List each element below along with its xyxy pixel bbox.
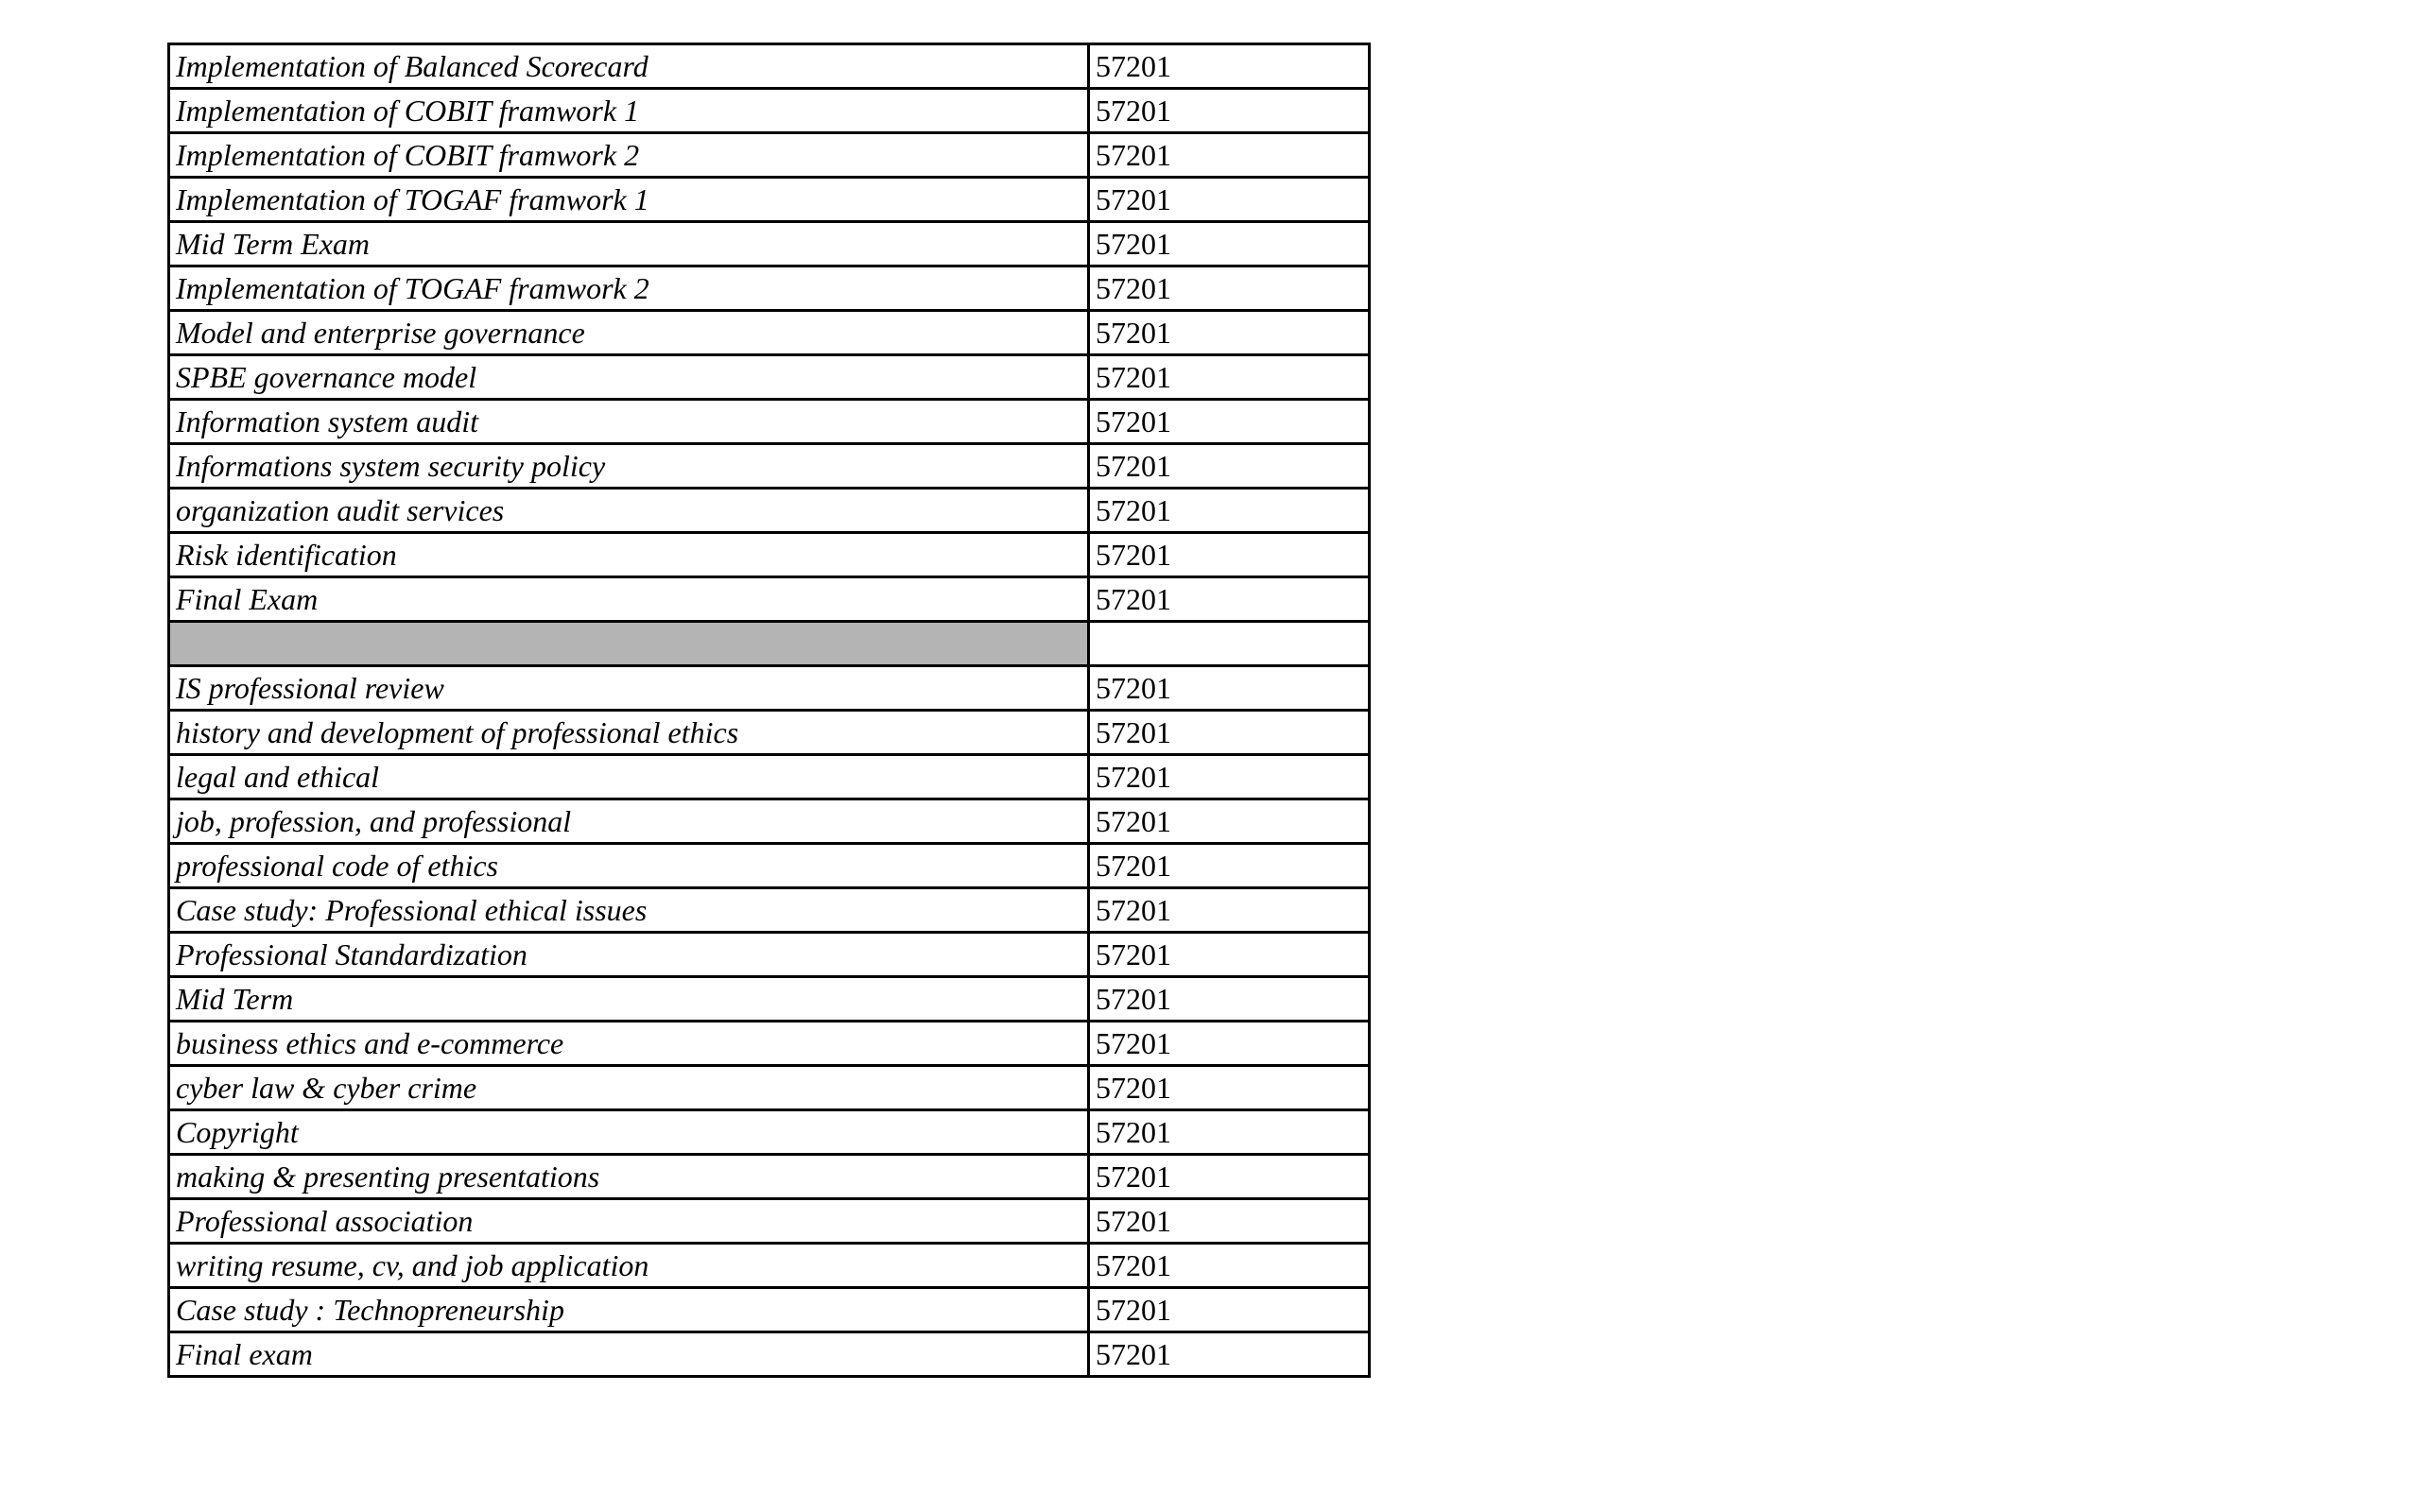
code-cell[interactable]: 57201 bbox=[1089, 355, 1370, 400]
topic-cell[interactable] bbox=[169, 622, 1089, 666]
topic-cell[interactable]: SPBE governance model bbox=[169, 355, 1089, 400]
topic-cell[interactable]: Case study: Professional ethical issues bbox=[169, 888, 1089, 933]
code-cell[interactable]: 57201 bbox=[1089, 977, 1370, 1022]
code-cell[interactable]: 57201 bbox=[1089, 933, 1370, 977]
table-row bbox=[169, 1066, 1370, 1110]
topic-cell[interactable]: Final exam bbox=[169, 1332, 1089, 1377]
code-cell[interactable]: 57201 bbox=[1089, 711, 1370, 755]
code-cell[interactable]: 57201 bbox=[1089, 222, 1370, 266]
code-cell[interactable]: 57201 bbox=[1089, 178, 1370, 222]
table-row bbox=[169, 400, 1370, 444]
code-cell[interactable]: 57201 bbox=[1089, 1288, 1370, 1332]
topic-cell[interactable]: history and development of professional ethics bbox=[169, 711, 1089, 755]
code-cell[interactable]: 57201 bbox=[1089, 266, 1370, 311]
table-row bbox=[169, 1022, 1370, 1066]
code-cell[interactable]: 57201 bbox=[1089, 44, 1370, 89]
code-cell[interactable]: 57201 bbox=[1089, 755, 1370, 799]
table-row bbox=[169, 1288, 1370, 1332]
topic-cell[interactable]: Final Exam bbox=[169, 577, 1089, 622]
topic-cell[interactable]: Professional Standardization bbox=[169, 933, 1089, 977]
code-cell[interactable]: 57201 bbox=[1089, 489, 1370, 533]
topic-cell[interactable]: Mid Term Exam bbox=[169, 222, 1089, 266]
table-row bbox=[169, 888, 1370, 933]
code-cell[interactable]: 57201 bbox=[1089, 844, 1370, 888]
code-cell[interactable]: 57201 bbox=[1089, 799, 1370, 844]
topic-cell[interactable]: writing resume, cv, and job application bbox=[169, 1244, 1089, 1288]
table-row bbox=[169, 533, 1370, 577]
topic-cell[interactable]: business ethics and e-commerce bbox=[169, 1022, 1089, 1066]
topic-cell[interactable]: Implementation of TOGAF framwork 1 bbox=[169, 178, 1089, 222]
topic-cell[interactable]: Case study : Technopreneurship bbox=[169, 1288, 1089, 1332]
topic-cell[interactable]: cyber law & cyber crime bbox=[169, 1066, 1089, 1110]
topic-cell[interactable]: Implementation of COBIT framwork 1 bbox=[169, 89, 1089, 133]
table-row bbox=[169, 133, 1370, 178]
table-row bbox=[169, 577, 1370, 622]
topic-cell[interactable]: making & presenting presentations bbox=[169, 1155, 1089, 1199]
code-cell[interactable]: 57201 bbox=[1089, 400, 1370, 444]
topic-cell[interactable]: Implementation of Balanced Scorecard bbox=[169, 44, 1089, 89]
table-row bbox=[169, 311, 1370, 355]
code-cell[interactable]: 57201 bbox=[1089, 133, 1370, 178]
topic-cell[interactable]: Professional association bbox=[169, 1199, 1089, 1244]
table-row bbox=[169, 178, 1370, 222]
table-row bbox=[169, 1244, 1370, 1288]
topic-cell[interactable]: legal and ethical bbox=[169, 755, 1089, 799]
code-cell[interactable]: 57201 bbox=[1089, 1244, 1370, 1288]
topic-cell[interactable]: Model and enterprise governance bbox=[169, 311, 1089, 355]
separator-row bbox=[169, 622, 1370, 666]
table-row bbox=[169, 89, 1370, 133]
topic-cell[interactable]: Mid Term bbox=[169, 977, 1089, 1022]
code-cell[interactable]: 57201 bbox=[1089, 89, 1370, 133]
table-row bbox=[169, 444, 1370, 489]
table-row bbox=[169, 489, 1370, 533]
code-cell[interactable]: 57201 bbox=[1089, 577, 1370, 622]
table-row bbox=[169, 799, 1370, 844]
table-row bbox=[169, 977, 1370, 1022]
topic-cell[interactable]: professional code of ethics bbox=[169, 844, 1089, 888]
topic-cell[interactable]: IS professional review bbox=[169, 666, 1089, 711]
table-row bbox=[169, 711, 1370, 755]
code-cell[interactable]: 57201 bbox=[1089, 1110, 1370, 1155]
table-row bbox=[169, 1110, 1370, 1155]
code-cell[interactable]: 57201 bbox=[1089, 888, 1370, 933]
table-row bbox=[169, 1332, 1370, 1377]
topic-cell[interactable]: Copyright bbox=[169, 1110, 1089, 1155]
topic-cell[interactable]: Informations system security policy bbox=[169, 444, 1089, 489]
table-row bbox=[169, 222, 1370, 266]
topic-cell[interactable]: Implementation of TOGAF framwork 2 bbox=[169, 266, 1089, 311]
code-cell[interactable]: 57201 bbox=[1089, 533, 1370, 577]
table-row bbox=[169, 933, 1370, 977]
code-cell[interactable]: 57201 bbox=[1089, 1199, 1370, 1244]
topic-cell[interactable]: Information system audit bbox=[169, 400, 1089, 444]
topic-cell[interactable]: organization audit services bbox=[169, 489, 1089, 533]
code-cell[interactable] bbox=[1089, 622, 1370, 666]
table-row bbox=[169, 44, 1370, 89]
table-body bbox=[169, 44, 1370, 1377]
table-row bbox=[169, 266, 1370, 311]
table-row bbox=[169, 844, 1370, 888]
code-cell[interactable]: 57201 bbox=[1089, 1066, 1370, 1110]
table-row bbox=[169, 355, 1370, 400]
code-cell[interactable]: 57201 bbox=[1089, 1332, 1370, 1377]
table-row bbox=[169, 666, 1370, 711]
topic-cell[interactable]: Risk identification bbox=[169, 533, 1089, 577]
code-cell[interactable]: 57201 bbox=[1089, 311, 1370, 355]
table-row bbox=[169, 1199, 1370, 1244]
topic-cell[interactable]: job, profession, and professional bbox=[169, 799, 1089, 844]
course-topic-table bbox=[167, 43, 1371, 1378]
code-cell[interactable]: 57201 bbox=[1089, 666, 1370, 711]
table-row bbox=[169, 755, 1370, 799]
table-row bbox=[169, 1155, 1370, 1199]
topic-cell[interactable]: Implementation of COBIT framwork 2 bbox=[169, 133, 1089, 178]
code-cell[interactable]: 57201 bbox=[1089, 444, 1370, 489]
code-cell[interactable]: 57201 bbox=[1089, 1022, 1370, 1066]
code-cell[interactable]: 57201 bbox=[1089, 1155, 1370, 1199]
